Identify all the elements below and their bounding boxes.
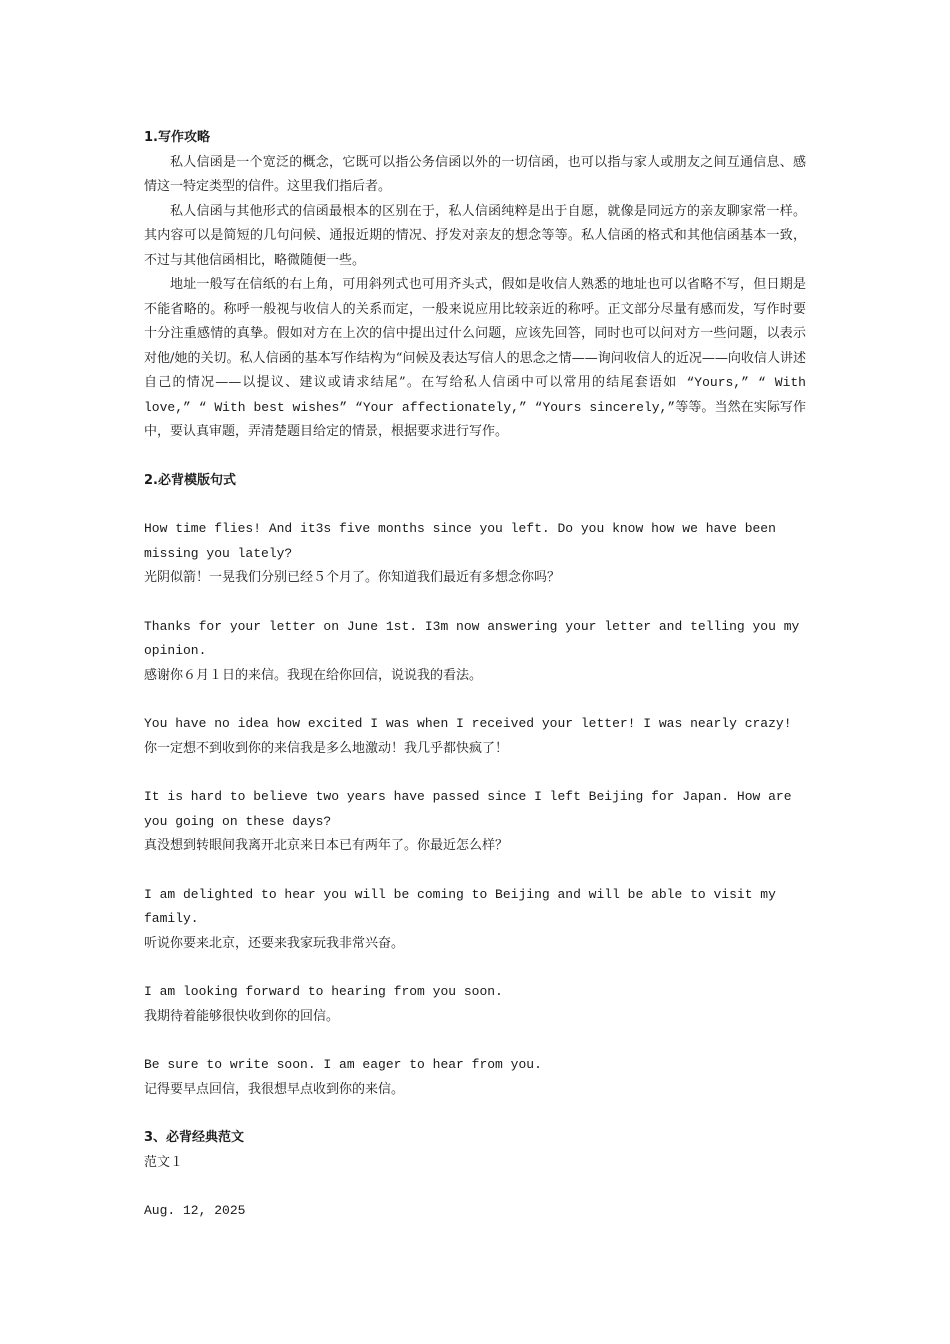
paragraph-difference: 私人信函与其他形式的信函最根本的区别在于，私人信函纯粹是出于自愿，就像是同远方的亲友聊家常一样。其内容可以是简短的几句问候、通报近期的情况、抒发对亲友的想念等等。私人信函的格式和其他信函基本一致，不过与其他信函相比，略微随便一些。 — [144, 203, 806, 268]
sentence-pair — [144, 883, 806, 957]
sentence-english: How time flies! And it3s five months since you left. Do you know how we have been missing you lately? — [144, 521, 776, 561]
sentence-pair — [144, 615, 806, 689]
closing-phrases: “Yours,” “ With love,” “ With best wishes” “Your affectionately,” “Yours sincerely,” — [144, 375, 806, 415]
sentence-english: You have no idea how excited I was when I received your letter! I was nearly crazy! — [144, 716, 792, 731]
sentence-english: It is hard to believe two years have passed since I left Beijing for Japan. How are you going on these days? — [144, 789, 792, 829]
format-text-part1: 地址一般写在信纸的右上角，可用斜列式也可用齐头式，假如是收信人熟悉的地址也可以省略不写，但日期是不能省略的。称呼一般视与收信人的关系而定，一般来说应用比较亲近的称呼。正文部分尽量有感而发，写作时要十分注重感情的真挚。假如对方在上次的信中提出过什么问题，应该先回答，同时也可以问对方一些问题，以表示对他/她的关切。私人信函的基本写作结构为“问候及表达写信人的思念之情——询问收信人的近况——向收信人讲述自己的情况——以提议、建议或请求结尾”。在写给私人信函中可以常用的结尾套语如 — [144, 277, 806, 390]
sentence-chinese: 光阴似箭！一晃我们分别已经５个月了。你知道我们最近有多想念你吗？ — [144, 570, 561, 585]
section-heading-writing-strategy: 1.写作攻略 — [144, 130, 210, 145]
section-heading-template-sentences: 2.必背模版句式 — [144, 472, 236, 488]
document-page — [144, 126, 806, 1224]
sentence-chinese: 记得要早点回信，我很想早点收到你的来信。 — [144, 1081, 405, 1097]
sentence-pair — [144, 980, 806, 1029]
sentence-english: Thanks for your letter on June 1st. I3m now answering your letter and telling you my opinion. — [144, 618, 800, 658]
sentence-pair — [144, 785, 806, 859]
sentence-chinese: 感谢你６月１日的来信。我现在给你回信，说说我的看法。 — [144, 667, 483, 683]
sentence-english: I am looking forward to hearing from you soon. — [144, 984, 503, 999]
sentence-pair — [144, 712, 806, 761]
sample-label: 范文１ — [144, 1154, 184, 1170]
sentence-chinese: 真没想到转眼间我离开北京来日本已有两年了。你最近怎么样？ — [144, 838, 509, 853]
paragraph-definition: 私人信函是一个宽泛的概念，它既可以指公务信函以外的一切信函，也可以指与家人或朋友之间互通信息、感情这一特定类型的信件。这里我们指后者。 — [144, 154, 806, 194]
sentence-chinese: 你一定想不到收到你的来信我是多么地激动！我几乎都快疯了！ — [144, 740, 509, 756]
sentence-chinese: 我期待着能够很快收到你的回信。 — [144, 1008, 340, 1024]
section-heading-sample-essays: 3、必背经典范文 — [144, 1130, 245, 1145]
sentence-pair — [144, 1053, 806, 1102]
sentence-chinese: 听说你要来北京，还要来我家玩我非常兴奋。 — [144, 935, 405, 951]
sentence-pair — [144, 517, 806, 591]
format-text-part2: 等等。当然在实际写作中，要认真审题，弄清楚题目给定的情景，根据要求进行写作。 — [144, 399, 806, 439]
sentence-english: I am delighted to hear you will be coming to Beijing and will be able to visit my family. — [144, 886, 776, 926]
paragraph-format — [144, 273, 806, 445]
sentence-english: Be sure to write soon. I am eager to hear from you. — [144, 1057, 542, 1072]
letter-date: Aug. 12, 2025 — [144, 1203, 246, 1218]
